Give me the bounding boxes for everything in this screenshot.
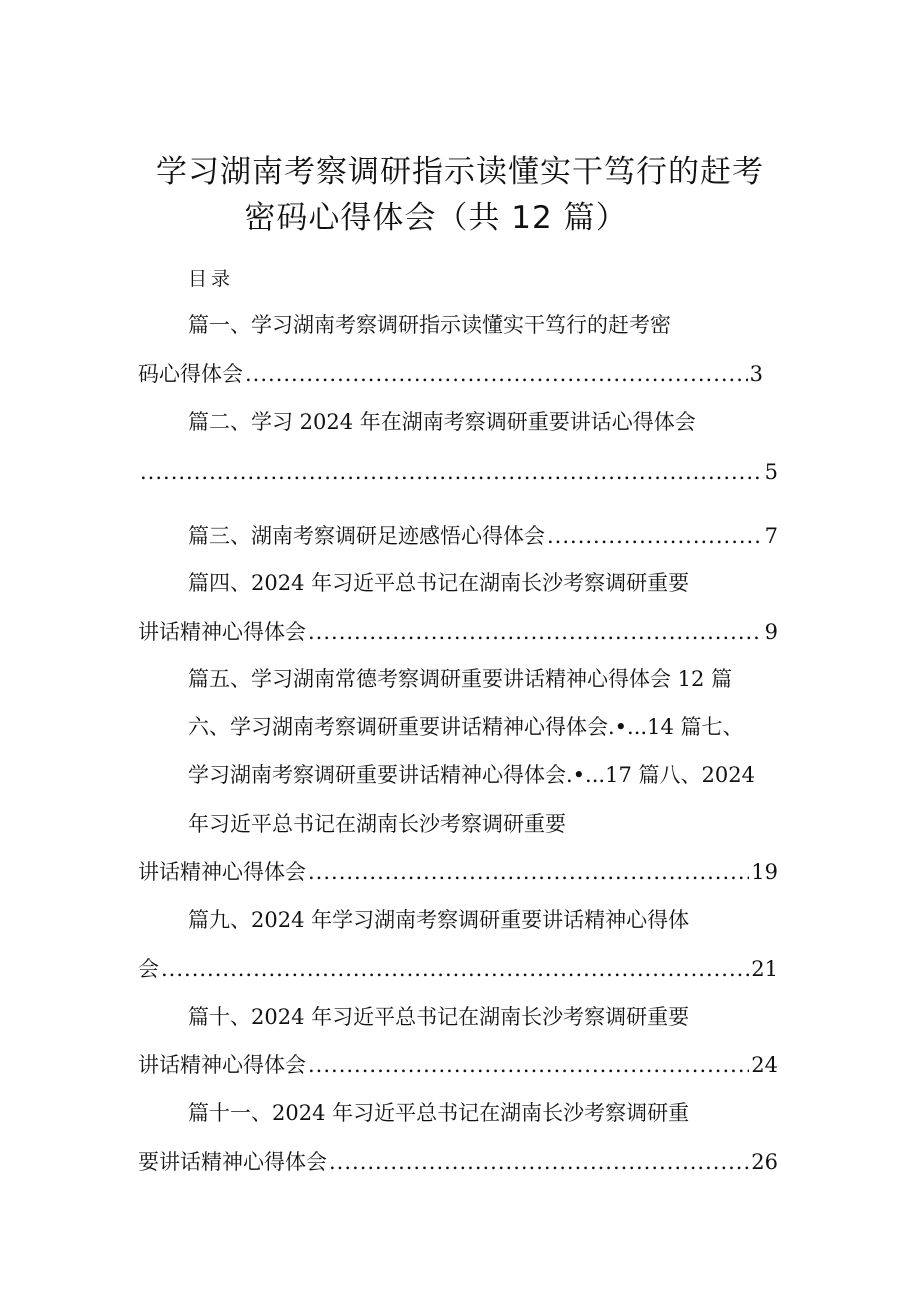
- toc-line-text: 年习近平总书记在湖南长沙考察调研重要: [188, 812, 566, 836]
- document-title-line-1: 学习湖南考察调研指示读懂实干笃行的赶考: [156, 154, 764, 190]
- toc-line[interactable]: [188, 568, 748, 598]
- toc-line[interactable]: [188, 905, 748, 935]
- toc-line[interactable]: [138, 457, 778, 487]
- dot-leader: [308, 1050, 749, 1080]
- toc-line[interactable]: [188, 712, 788, 742]
- toc-line[interactable]: [188, 521, 778, 551]
- toc-page-number: 21: [751, 957, 778, 981]
- toc-page-number: 26: [751, 1150, 778, 1174]
- toc-line[interactable]: [138, 617, 778, 647]
- toc-page-number: 5: [764, 460, 778, 484]
- dot-leader: [245, 359, 748, 389]
- toc-line-text: 讲话精神心得体会: [138, 620, 306, 644]
- toc-line[interactable]: [188, 1098, 748, 1128]
- toc-line[interactable]: [138, 954, 778, 984]
- document-title-line-2: 密码心得体会（共 12 篇）: [244, 200, 628, 236]
- toc-line[interactable]: [188, 407, 758, 437]
- toc-line-text: 篇三、湖南考察调研足迹感悟心得体会: [188, 524, 545, 548]
- toc-line-text: 码心得体会: [138, 362, 243, 386]
- toc-line[interactable]: [188, 664, 788, 694]
- toc-page-number: 24: [751, 1053, 778, 1077]
- toc-line-text: 讲话精神心得体会: [138, 1053, 306, 1077]
- dot-leader: [308, 617, 763, 647]
- dot-leader: [329, 1147, 749, 1177]
- toc-page-number: 19: [751, 860, 778, 884]
- dot-leader: [308, 857, 749, 887]
- dot-leader: [547, 521, 763, 551]
- toc-line-text: 六、学习湖南考察调研重要讲话精神心得体会.•...14 篇七、: [188, 715, 744, 739]
- toc-line-text: 篇九、2024 年学习湖南考察调研重要讲话精神心得体: [188, 908, 690, 932]
- toc-page-number: 9: [764, 620, 778, 644]
- toc-line[interactable]: [138, 1147, 778, 1177]
- toc-line[interactable]: [138, 1050, 778, 1080]
- toc-page-number: 7: [764, 524, 778, 548]
- toc-line[interactable]: [138, 359, 763, 389]
- toc-line-text: 篇十一、2024 年习近平总书记在湖南长沙考察调研重: [188, 1101, 690, 1125]
- toc-line[interactable]: [138, 857, 778, 887]
- toc-line-text: 篇五、学习湖南常德考察调研重要讲话精神心得体会 12 篇: [188, 667, 733, 691]
- toc-line-text: 学习湖南考察调研重要讲话精神心得体会.•...17 篇八、2024: [188, 763, 755, 787]
- toc-line-text: 要讲话精神心得体会: [138, 1150, 327, 1174]
- toc-line[interactable]: [188, 809, 748, 839]
- toc-heading: 目录: [188, 268, 235, 290]
- toc-line[interactable]: [188, 310, 748, 340]
- toc-page-number: 3: [749, 362, 763, 386]
- dot-leader: [140, 457, 763, 487]
- toc-line[interactable]: [188, 1002, 748, 1032]
- toc-line-text: 篇一、学习湖南考察调研指示读懂实干笃行的赶考密: [188, 313, 671, 337]
- toc-line-text: 会: [138, 957, 159, 981]
- toc-line-text: 篇四、2024 年习近平总书记在湖南长沙考察调研重要: [188, 571, 690, 595]
- toc-line-text: 讲话精神心得体会: [138, 860, 306, 884]
- toc-line[interactable]: [188, 760, 798, 790]
- dot-leader: [161, 954, 749, 984]
- toc-line-text: 篇二、学习 2024 年在湖南考察调研重要讲话心得体会: [188, 410, 696, 434]
- toc-line-text: 篇十、2024 年习近平总书记在湖南长沙考察调研重要: [188, 1005, 690, 1029]
